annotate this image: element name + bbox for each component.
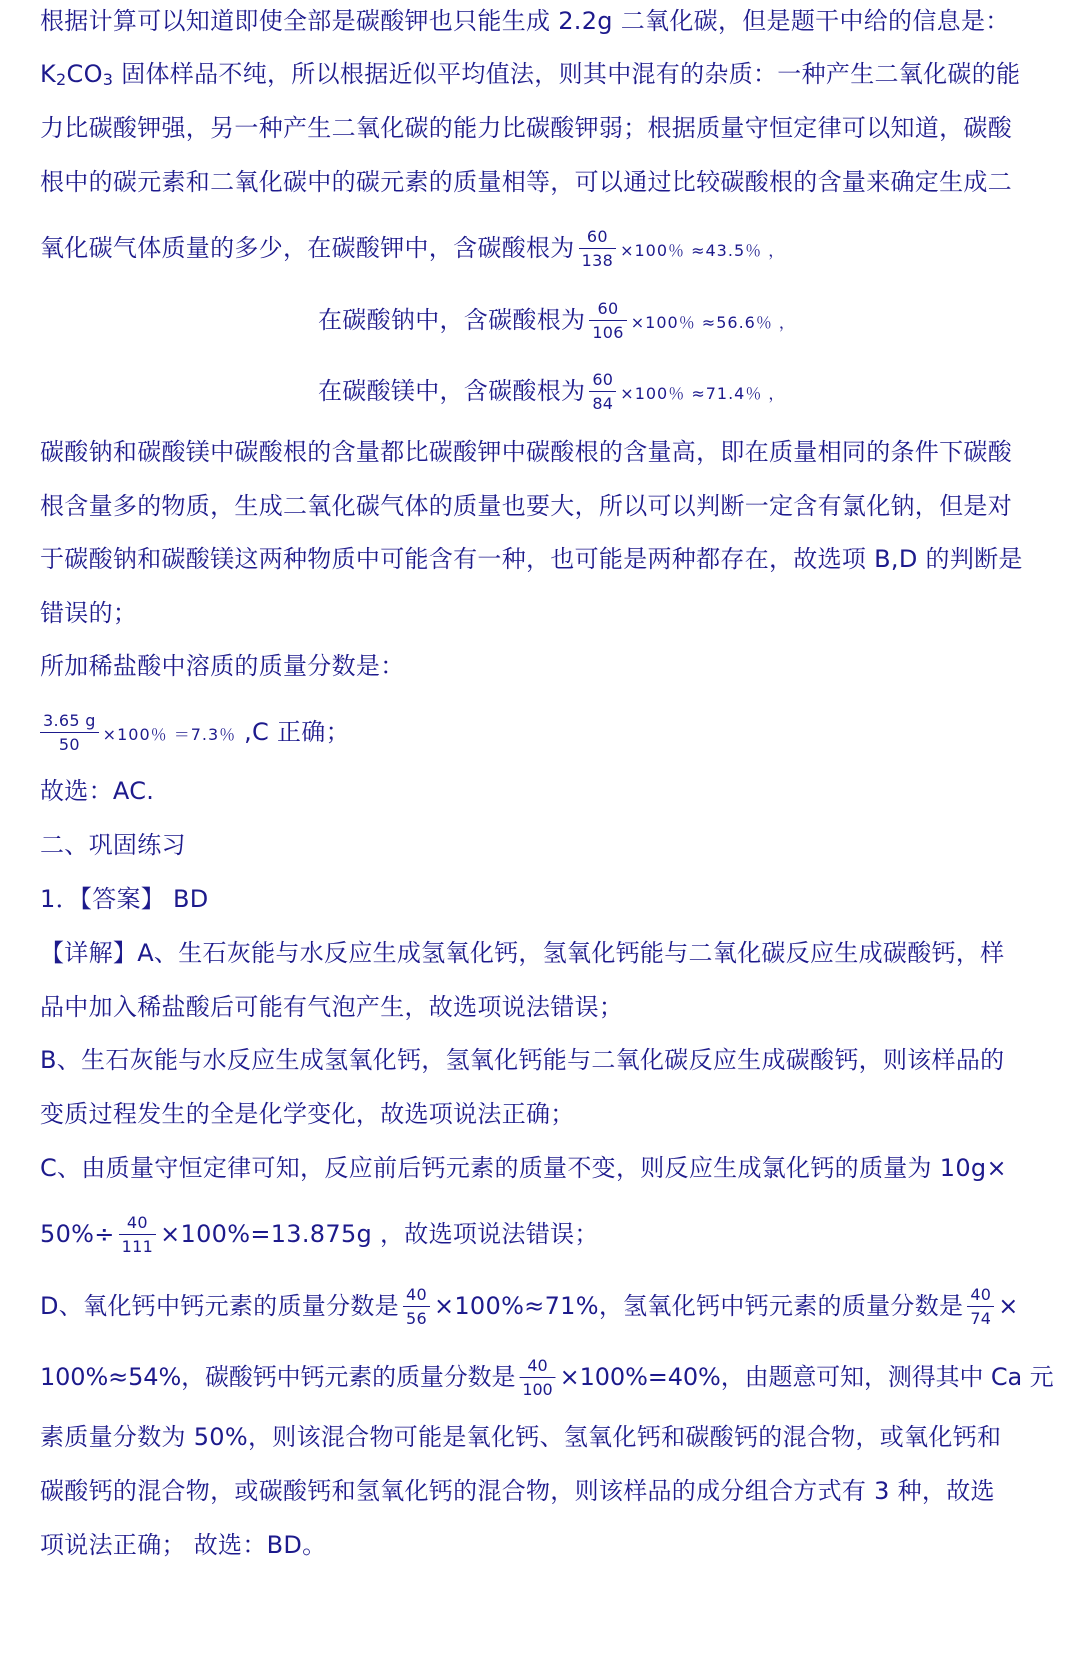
text-line (40, 1214, 1050, 1256)
fraction (40, 712, 99, 754)
fraction (589, 300, 626, 342)
answer-line: 1．【答案】 BD (40, 885, 209, 913)
formula-co: CO (66, 60, 103, 88)
text-line: 所加稀盐酸中溶质的质量分数是： (40, 652, 405, 680)
denominator: 138 (581, 251, 614, 270)
text-line (318, 371, 1050, 413)
numerator: 40 (119, 1214, 156, 1235)
text-line: 品中加入稀盐酸后可能有气泡产生，故选项说法错误； (40, 993, 624, 1021)
section-heading: 二、巩固练习 (40, 831, 186, 859)
text-line: 力比碳酸钾强，另一种产生二氧化碳的能力比碳酸钾弱；根据质量守恒定律可以知道，碳酸 (40, 114, 1012, 142)
text-line: 碳酸钠和碳酸镁中碳酸根的含量都比碳酸钾中碳酸根的含量高，即在质量相同的条件下碳酸 (40, 438, 1012, 466)
text-span: 100%≈54%，碳酸钙中钙元素的质量分数是 (40, 1363, 516, 1391)
numerator: 60 (589, 371, 616, 392)
text-line (40, 1286, 1050, 1328)
text-span: ×100%≈71%，氢氧化钙中钙元素的质量分数是 (433, 1292, 964, 1320)
numerator: 3.65 g (40, 712, 99, 733)
text-line: 故选：AC. (40, 777, 155, 805)
text-line: 错误的； (40, 599, 138, 627)
text-line: 【详解】A、生石灰能与水反应生成氢氧化钙，氢氧化钙能与二氧化碳反应生成碳酸钙，样 (40, 939, 1005, 967)
formula-text: ×100％ ≈71.4％ ， (620, 384, 786, 403)
text-span: 在碳酸钠中，含碳酸根为 (318, 306, 586, 334)
text-line: 根含量多的物质，生成二氧化碳气体的质量也要大，所以可以判断一定含有氯化钠，但是对 (40, 492, 1012, 520)
text-span: × (998, 1292, 1019, 1320)
numerator: 40 (403, 1286, 430, 1307)
fraction (119, 1214, 156, 1256)
text-line (318, 300, 1050, 342)
text-line: C、由质量守恒定律可知，反应前后钙元素的质量不变，则反应生成氯化钙的质量为 10g× (40, 1154, 1007, 1182)
fraction (589, 371, 616, 413)
text-span: 在碳酸镁中，含碳酸根为 (318, 377, 586, 405)
denominator: 100 (522, 1380, 553, 1399)
formula-k: K (40, 60, 57, 88)
text-line: 根中的碳元素和二氧化碳中的碳元素的质量相等，可以通过比较碳酸根的含量来确定生成二 (40, 168, 1012, 196)
fraction (967, 1286, 994, 1328)
text-line: 变质过程发生的全是化学变化，故选项说法正确； (40, 1100, 575, 1128)
denominator: 106 (592, 323, 624, 342)
fraction (519, 1357, 555, 1399)
denominator: 84 (592, 394, 614, 413)
denominator: 111 (121, 1237, 154, 1256)
text-line (40, 228, 1050, 270)
denominator: 74 (970, 1309, 992, 1328)
numerator: 40 (519, 1357, 555, 1378)
numerator: 60 (589, 300, 626, 321)
text-span: 氧化碳气体质量的多少，在碳酸钾中，含碳酸根为 (40, 234, 575, 262)
text-line: 素质量分数为 50%，则该混合物可能是氧化钙、氢氧化钙和碳酸钙的混合物，或氧化钙和 (40, 1423, 1002, 1451)
text-line (40, 1356, 1054, 1399)
denominator: 56 (405, 1309, 427, 1328)
text-span: ×100%=13.875g ，故选项说法错误； (160, 1220, 599, 1248)
text-line: B、生石灰能与水反应生成氢氧化钙，氢氧化钙能与二氧化碳反应生成碳酸钙，则该样品的 (40, 1046, 1005, 1074)
text-line: 碳酸钙的混合物，或碳酸钙和氢氧化钙的混合物，则该样品的成分组合方式有 3 种，故选 (40, 1477, 995, 1505)
fraction (579, 228, 616, 270)
text-line: 于碳酸钠和碳酸镁这两种物质中可能含有一种，也可能是两种都存在，故选项 B,D 的判断是 (40, 545, 1023, 573)
text-span: ,C 正确； (236, 718, 350, 746)
subscript: 3 (102, 70, 114, 89)
text-span: 50%÷ (40, 1220, 115, 1248)
text-line: 项说法正确； 故选：BD。 (40, 1531, 327, 1559)
text-span: 固体样品不纯，所以根据近似平均值法，则其中混有的杂质：一种产生二氧化碳的能 (113, 60, 1021, 88)
numerator: 60 (579, 228, 616, 249)
text-line (36, 712, 1050, 754)
fraction (403, 1286, 430, 1328)
numerator: 40 (967, 1286, 994, 1307)
text-span: D、氧化钙中钙元素的质量分数是 (40, 1292, 399, 1320)
subscript: 2 (56, 70, 67, 89)
formula-text: ×100％ ＝7.3％ (102, 725, 237, 744)
formula-text: ×100％ ≈56.6％ ， (630, 313, 796, 332)
formula-text: ×100％ ≈43.5％ ， (620, 241, 786, 260)
text-line (40, 57, 1050, 97)
text-line: 根据计算可以知道即使全部是碳酸钾也只能生成 2.2g 二氧化碳，但是题干中给的信息是： (40, 7, 1010, 35)
denominator: 50 (58, 735, 80, 754)
text-span: ×100%=40%，由题意可知，测得其中 Ca 元 (559, 1363, 1054, 1391)
